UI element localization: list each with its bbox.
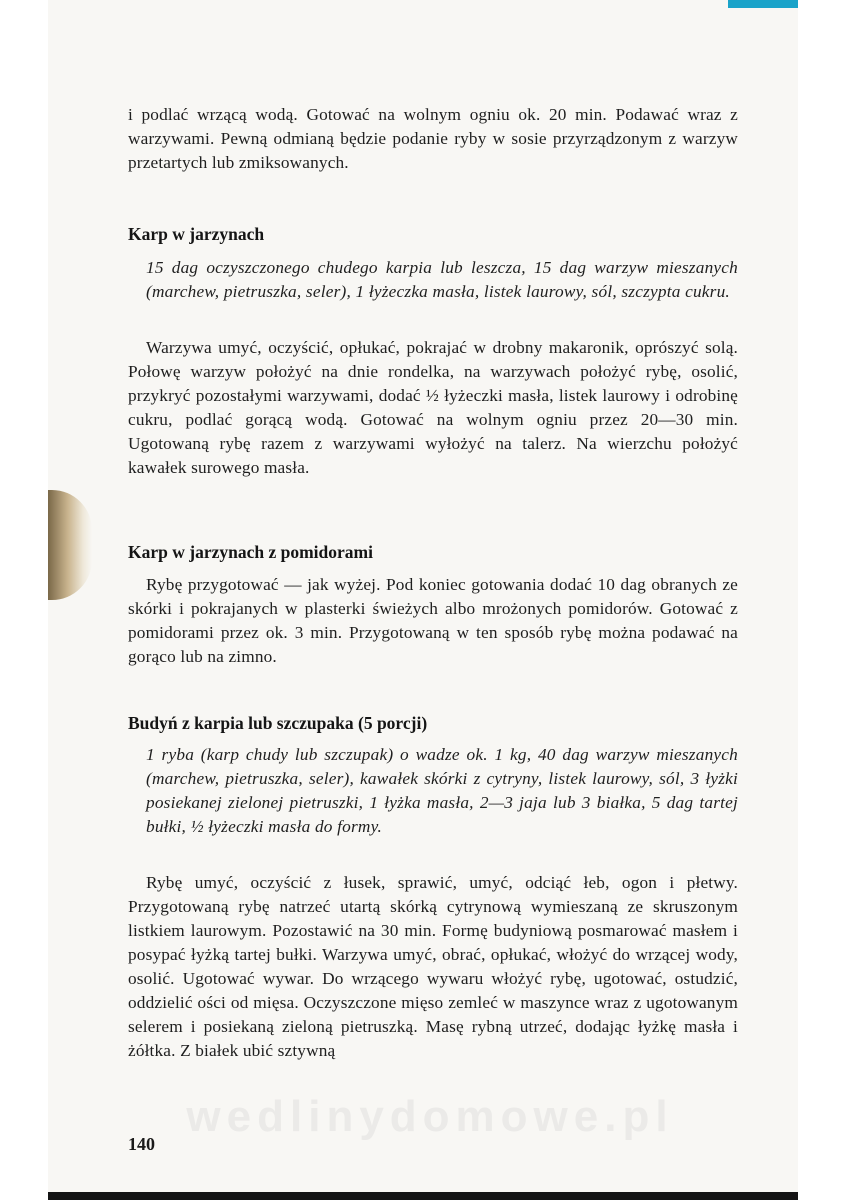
recipe-instructions-karp-w-jarzynach: Warzywa umyć, oczyścić, opłukać, pokrajać w drobny makaronik, oprószyć solą. Połowę warzyw położyć na dnie rondelka, na warzywach położyć rybę, osolić, przykryć pozostałymi warzywami, dodać ½ łyżeczki masła, listek laurowy i odrobinę cukru, podlać gorącą wodą. Gotować na wolnym ogniu przez 20—30 min. Ugotowaną rybę razem z warzywami wyłożyć na talerz. Na wierzchu położyć kawałek surowego masła. [128, 338, 738, 477]
page-number: 140 [128, 1134, 155, 1154]
thumb-shadow [48, 490, 92, 600]
bottom-edge [48, 1192, 798, 1200]
watermark: wedlinydomowe.pl [186, 1092, 674, 1141]
recipe-title-karp-z-pomidorami: Karp w jarzynach z pomidorami [128, 542, 373, 562]
recipe-title-karp-w-jarzynach: Karp w jarzynach [128, 224, 265, 244]
recipe-title-budyn-z-karpia: Budyń z karpia lub szczupaka (5 porcji) [128, 713, 428, 733]
recipe-instructions-budyn-z-karpia: Rybę umyć, oczyścić z łusek, sprawić, umyć, odciąć łeb, ogon i płetwy. Przygotowaną rybę natrzeć utartą skórką cytrynową wymieszaną ze skruszonym listkiem laurowym. Pozostawić na 30 min. Formę budyniową posmarować masłem i posypać łyżką tartej bułki. Warzywa umyć, obrać, opłukać, włożyć do wrzącej wody, osolić. Ugotować wywar. Do wrzącego wywaru włożyć rybę, ugotować, ostudzić, oddzielić ości od mięsa. Oczyszczone mięso zemleć w maszynce wraz z ugotowanym selerem i posiekaną zieloną pietruszką. Masę rybną utrzeć, dodając łyżkę masła i żółtka. Z białek ubić sztywną [128, 873, 738, 1060]
recipe-ingredients-budyn-z-karpia: 1 ryba (karp chudy lub szczupak) o wadze ok. 1 kg, 40 dag warzyw mieszanych (marchew, pietruszka, seler), kawałek skórki z cytryny, listek laurowy, sól, 3 łyżki posiekanej zielonej pietruszki, 1 łyżka masła, 2—3 jaja lub 3 białka, 5 dag tartej bułki, ½ łyżeczki masła do formy. [146, 745, 738, 836]
continuation-paragraph: i podlać wrzącą wodą. Gotować na wolnym ogniu ok. 20 min. Podawać wraz z warzywami. Pewną odmianą będzie podanie ryby w sosie przyrządzonym z warzyw przetartych lub zmiksowanych. [128, 105, 738, 172]
recipe-ingredients-karp-w-jarzynach: 15 dag oczyszczonego chudego karpia lub leszcza, 15 dag warzyw mieszanych (marchew, pietruszka, seler), 1 łyżeczka masła, listek laurowy, sól, szczypta cukru. [146, 258, 738, 301]
recipe-instructions-karp-z-pomidorami: Rybę przygotować — jak wyżej. Pod koniec gotowania dodać 10 dag obranych ze skórki i pokrajanych w plasterki świeżych albo mrożonych pomidorów. Gotować z pomidorami przez ok. 3 min. Przygotowaną w ten sposób rybę można podawać na gorąco lub na zimno. [128, 575, 738, 666]
page-corner-tab [728, 0, 798, 8]
